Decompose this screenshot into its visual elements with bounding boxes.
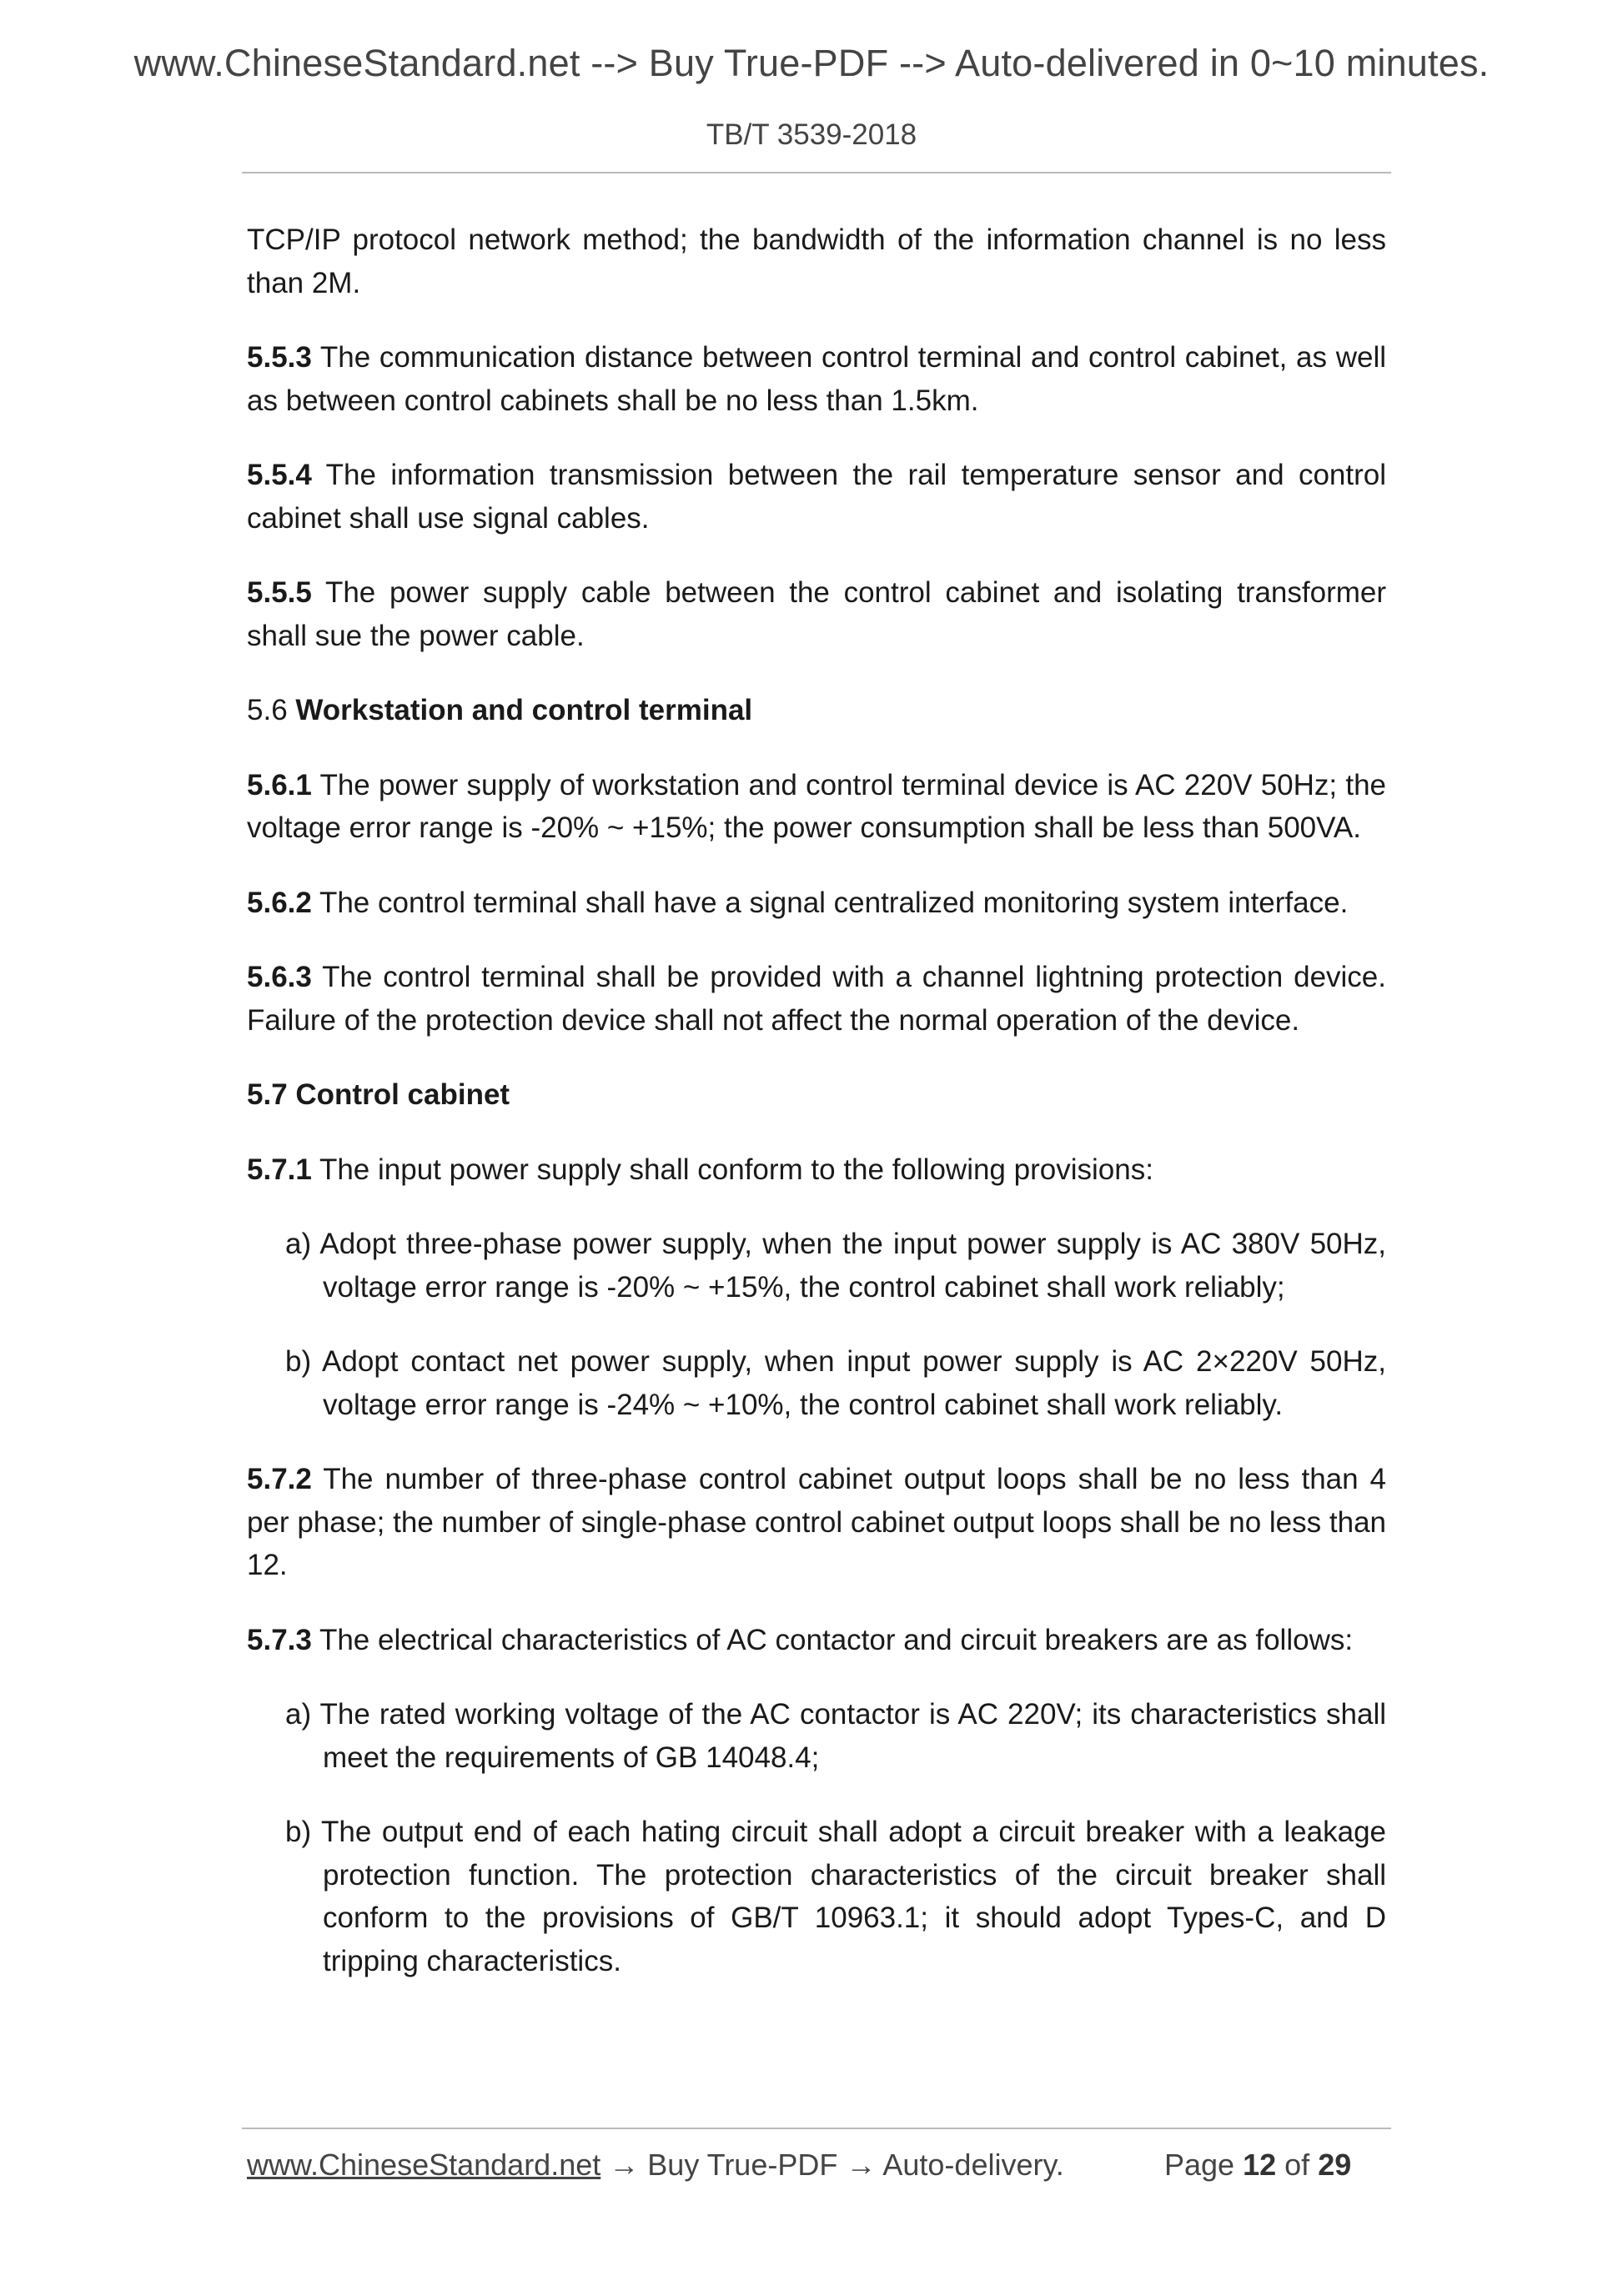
clause-number: 5.6.3 (247, 961, 312, 993)
clause-5-7-2 (247, 1458, 1386, 1587)
clause-5-7-1 (247, 1148, 1386, 1192)
header-banner: www.ChineseStandard.net --> Buy True-PDF --> Auto-delivered in 0~10 minutes. (133, 42, 1490, 84)
page-indicator (1164, 2148, 1351, 2183)
section-title: Workstation and control terminal (295, 694, 753, 726)
list-item-b: b) Adopt contact net power supply, when input power supply is AC 2×220V 50Hz, voltage error range is -24% ~ +10%, the control cabinet shall work reliably. (285, 1345, 1386, 1421)
clause-5-5-5 (247, 571, 1386, 657)
clause-number: 5.7.3 (247, 1623, 312, 1656)
section-heading-5-6 (247, 689, 1386, 732)
clause-5-6-2 (247, 882, 1386, 925)
clause-text: The power supply cable between the control cabinet and isolating transformer shall sue the power cable. (247, 576, 1387, 652)
clause-number: 5.7.1 (247, 1153, 312, 1186)
clause-number: 5.5.4 (247, 459, 312, 491)
section-title: Control cabinet (295, 1078, 510, 1111)
footer-website-link[interactable]: www.ChineseStandard.net (247, 2148, 601, 2182)
clause-5-5-3 (247, 336, 1386, 422)
clause-5-7-3 (247, 1619, 1386, 1662)
page-current: 12 (1243, 2148, 1277, 2182)
clause-text: The electrical characteristics of AC contactor and circuit breakers are as follows: (319, 1623, 1354, 1656)
page-footer (247, 2148, 1386, 2183)
paragraph-continuation: TCP/IP protocol network method; the bandwidth of the information channel is no less than 2M. (247, 224, 1386, 299)
header-divider (242, 172, 1391, 173)
footer-divider (242, 2128, 1391, 2129)
arrow-right-icon: → (846, 2148, 877, 2182)
clause-text: The information transmission between the rail temperature sensor and control cabinet shall use signal cables. (247, 459, 1387, 535)
clause-5-6-3 (247, 956, 1386, 1042)
list-item-a: a) The rated working voltage of the AC contactor is AC 220V; its characteristics shall meet the requirements of GB 14048.4; (285, 1698, 1386, 1774)
section-number: 5.6 (247, 694, 288, 726)
clause-text: The control terminal shall have a signal centralized monitoring system interface. (319, 886, 1349, 919)
document-number: TB/T 3539-2018 (706, 118, 917, 151)
page-label: Page (1164, 2148, 1235, 2182)
footer-delivery-text: Auto-delivery. (882, 2148, 1064, 2182)
clause-5-5-4 (247, 454, 1386, 540)
clause-text: The power supply of workstation and control terminal device is AC 220V 50Hz; the voltage error range is -20% ~ +15%; the power consumption shall be less than 500VA. (247, 768, 1386, 844)
clause-number: 5.5.5 (247, 576, 312, 609)
list-item-a: a) Adopt three-phase power supply, when the input power supply is AC 380V 50Hz, voltage error range is -20% ~ +15%, the control cabinet shall work reliably; (285, 1228, 1386, 1304)
list-item-b: b) The output end of each hating circuit shall adopt a circuit breaker with a leakage protection function. The protection characteristics of the circuit breaker shall conform to the provisions of GB/T 10963.1; it should adopt Types-C, and D tripping characteristics. (285, 1816, 1386, 1977)
clause-number: 5.7.2 (247, 1463, 312, 1495)
section-number: 5.7 (247, 1078, 288, 1111)
arrow-right-icon: → (609, 2148, 640, 2182)
footer-buy-text: Buy True-PDF (647, 2148, 838, 2182)
clause-number: 5.5.3 (247, 341, 312, 374)
clause-number: 5.6.1 (247, 768, 312, 801)
clause-text: The communication distance between control terminal and control cabinet, as well as between control cabinets shall be no less than 1.5km. (247, 341, 1386, 417)
clause-text: The input power supply shall conform to the following provisions: (319, 1153, 1153, 1186)
clause-text: The number of three-phase control cabinet output loops shall be no less than 4 per phase; the number of single-phase control cabinet output loops shall be no less than 12. (247, 1463, 1387, 1581)
page-total: 29 (1318, 2148, 1352, 2182)
clause-5-6-1 (247, 764, 1386, 850)
section-heading-5-7 (247, 1073, 1386, 1117)
clause-text: The control terminal shall be provided with a channel lightning protection device. Failure of the protection device shall not affect the normal operation of the device. (247, 961, 1386, 1037)
page-body (247, 219, 1386, 2014)
clause-number: 5.6.2 (247, 886, 312, 919)
of-label: of (1284, 2148, 1310, 2182)
